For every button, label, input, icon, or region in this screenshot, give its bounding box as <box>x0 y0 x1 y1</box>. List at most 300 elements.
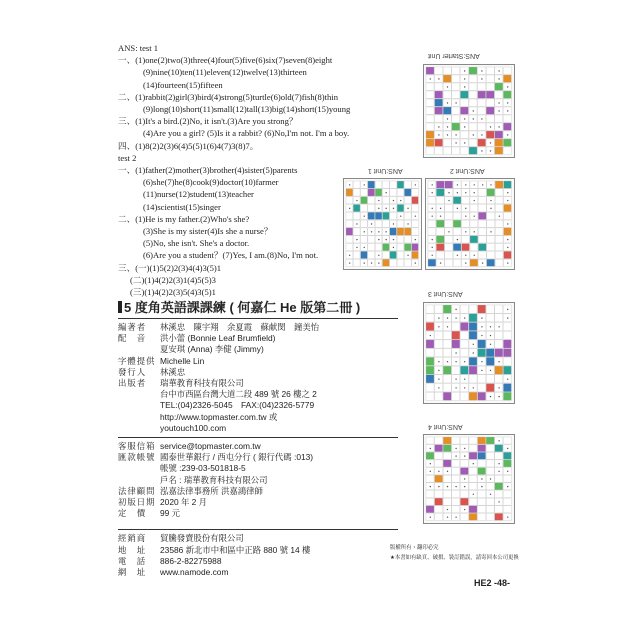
website-link[interactable]: youtouch100.com <box>160 422 227 433</box>
grid-cell <box>397 236 404 243</box>
grid-cell <box>487 236 495 243</box>
answer-line: (3)She is my sister(4)Is she a nurse？ <box>143 226 273 237</box>
grid-letter-dot <box>440 215 441 216</box>
grid-cell <box>361 220 368 227</box>
grid-cell <box>426 99 434 106</box>
grid-cell <box>503 506 511 513</box>
grid-letter-dot <box>464 86 465 87</box>
book-title <box>118 297 360 316</box>
grid-cell <box>478 445 486 452</box>
grid-letter-dot <box>464 486 465 487</box>
grid-cell <box>495 349 503 357</box>
grid-letter-dot <box>464 448 465 449</box>
grid-cell <box>445 212 453 219</box>
info-row <box>118 389 398 400</box>
grid-cell <box>504 228 512 235</box>
grid-cell <box>495 244 503 251</box>
grid-cell <box>470 236 478 243</box>
grid-letter-dot <box>438 126 439 127</box>
grid-letter-dot <box>481 134 482 135</box>
grid-cell <box>495 452 503 459</box>
grid-cell <box>435 437 443 444</box>
grid-letter-dot <box>457 184 458 185</box>
grid-cell <box>486 67 494 74</box>
grid-cell <box>478 498 486 505</box>
grid-cell <box>478 107 486 114</box>
grid-cell <box>452 460 460 467</box>
divider <box>118 437 398 438</box>
grid-cell <box>460 437 468 444</box>
grid-cell <box>375 220 382 227</box>
grid-letter-dot <box>371 223 372 224</box>
grid-cell <box>426 490 434 497</box>
grid-cell <box>486 349 494 357</box>
grid-letter-dot <box>385 192 386 193</box>
grid-cell <box>478 392 486 400</box>
grid-cell <box>346 212 353 219</box>
grid-cell <box>368 212 375 219</box>
grid-cell <box>443 384 451 392</box>
word-search-grid-unit3 <box>423 302 515 404</box>
grid-cell <box>478 91 486 98</box>
grid-cell <box>428 220 436 227</box>
grid-cell <box>426 357 434 365</box>
grid-cell <box>504 204 512 211</box>
grid-cell <box>435 91 443 98</box>
grid-letter-dot <box>507 516 508 517</box>
grid-letter-dot <box>447 86 448 87</box>
grid-cell <box>445 204 453 211</box>
grid-letter-dot <box>507 223 508 224</box>
grid-cell <box>383 197 390 204</box>
grid-cell <box>469 475 477 482</box>
grid-letter-dot <box>464 378 465 379</box>
grid-letter-dot <box>464 142 465 143</box>
grid-cell <box>487 212 495 219</box>
info-label: 定 價 <box>118 508 147 519</box>
grid-cell <box>426 83 434 90</box>
grid-cell <box>487 259 495 266</box>
grid-letter-dot <box>498 126 499 127</box>
grid-letter-dot <box>393 208 394 209</box>
grid-cell <box>478 220 486 227</box>
grid-cell <box>487 244 495 251</box>
grid-cell <box>368 204 375 211</box>
grid-letter-dot <box>507 200 508 201</box>
grid-letter-dot <box>447 118 448 119</box>
grid-cell <box>436 181 444 188</box>
grid-letter-dot <box>507 317 508 318</box>
answer-line: 三、(1)It's a bird.(2)No, it isn't.(3)Are you strong？ <box>118 116 298 127</box>
grid-letter-dot <box>507 247 508 248</box>
grid-cell <box>469 83 477 90</box>
grid-cell <box>383 259 390 266</box>
grid-cell <box>443 139 451 146</box>
grid-cell <box>443 392 451 400</box>
grid-cell <box>346 189 353 196</box>
grid-letter-dot <box>457 239 458 240</box>
grid-cell <box>503 452 511 459</box>
grid-label-unit2: ANS:Unit 2 <box>450 167 485 174</box>
word-search-grid-unit4 <box>423 434 515 524</box>
grid-letter-dot <box>473 118 474 119</box>
grid-cell <box>486 314 494 322</box>
grid-letter-dot <box>464 509 465 510</box>
grid-letter-dot <box>464 455 465 456</box>
grid-letter-dot <box>438 326 439 327</box>
grid-cell <box>397 259 404 266</box>
grid-letter-dot <box>498 501 499 502</box>
grid-cell <box>469 513 477 520</box>
grid-cell <box>435 305 443 313</box>
answer-line: (三)(1)4(2)2(3)5(4)3(5)1 <box>130 287 216 298</box>
grid-cell <box>469 452 477 459</box>
grid-letter-dot <box>474 192 475 193</box>
grid-letter-dot <box>481 78 482 79</box>
grid-letter-dot <box>507 262 508 263</box>
grid-cell <box>503 490 511 497</box>
grid-cell <box>390 189 397 196</box>
info-value: 泓嘉法律事務所 洪嘉鴻律師 <box>160 485 263 496</box>
book-title-text: 5 度角英語課課練 ( 何嘉仁 He 版第二冊 ) <box>124 300 361 315</box>
grid-cell <box>478 83 486 90</box>
grid-cell <box>375 244 382 251</box>
grid-cell <box>469 437 477 444</box>
grid-letter-dot <box>507 102 508 103</box>
grid-cell <box>495 131 503 138</box>
grid-letter-dot <box>438 134 439 135</box>
grid-cells <box>424 435 514 523</box>
grid-letter-dot <box>498 396 499 397</box>
info-label: 法律顧問 <box>118 485 156 496</box>
info-label <box>118 423 160 434</box>
email-link[interactable]: service@topmaster.com.tw <box>160 441 261 452</box>
grid-cell <box>346 220 353 227</box>
grid-cell <box>503 498 511 505</box>
grid-cell <box>426 475 434 482</box>
info-row <box>118 423 398 434</box>
grid-cell <box>478 437 486 444</box>
grid-cell <box>495 305 503 313</box>
grid-cell <box>503 75 511 82</box>
grid-cell <box>469 375 477 383</box>
grid-cell <box>452 91 460 98</box>
grid-letter-dot <box>430 486 431 487</box>
grid-cell <box>503 91 511 98</box>
grid-cell <box>452 392 460 400</box>
info-label <box>118 412 160 423</box>
distributor-row <box>118 533 398 544</box>
grid-cell <box>470 244 478 251</box>
grid-letter-dot <box>440 262 441 263</box>
grid-cell <box>426 322 434 330</box>
grid-cell <box>495 340 503 348</box>
grid-letter-dot <box>481 478 482 479</box>
grid-cell <box>460 468 468 475</box>
grid-cell <box>435 331 443 339</box>
grid-cell <box>495 251 503 258</box>
grid-cell <box>469 75 477 82</box>
grid-cell <box>478 99 486 106</box>
grid-cell <box>383 244 390 251</box>
grid-cell <box>495 204 503 211</box>
grid-cell <box>503 67 511 74</box>
grid-cell <box>486 445 494 452</box>
grid-cell <box>435 349 443 357</box>
grid-cell <box>462 197 470 204</box>
grid-letter-dot <box>438 317 439 318</box>
grid-letter-dot <box>378 200 379 201</box>
grid-cell <box>469 506 477 513</box>
info-value: 洪小蕾 (Bonnie Leaf Brumfield) <box>160 333 276 344</box>
grid-cell <box>353 251 360 258</box>
grid-letter-dot <box>474 184 475 185</box>
info-label <box>118 400 160 411</box>
grid-letter-dot <box>482 184 483 185</box>
grid-cell <box>361 251 368 258</box>
grid-cell <box>397 204 404 211</box>
grid-letter-dot <box>474 231 475 232</box>
grid-cell <box>426 452 434 459</box>
info-value: 林溪忠 <box>160 366 186 377</box>
grid-cell <box>375 181 382 188</box>
info-row <box>118 367 398 378</box>
grid-cell <box>426 392 434 400</box>
grid-cells <box>344 179 421 269</box>
grid-cell <box>460 460 468 467</box>
grid-cell <box>435 452 443 459</box>
grid-cell <box>478 189 486 196</box>
grid-cell <box>460 131 468 138</box>
answer-line: 二、(1)He is my father.(2)Who's she? <box>118 213 250 224</box>
grid-cell <box>443 305 451 313</box>
grid-cell <box>486 305 494 313</box>
grid-letter-dot <box>385 208 386 209</box>
grid-letter-dot <box>473 387 474 388</box>
grid-letter-dot <box>481 118 482 119</box>
answer-line: (4)Are you a girl? (5)Is it a rabbit? (6)No,I'm not. I'm a boy. <box>143 128 350 139</box>
grid-cell <box>428 197 436 204</box>
info-value: 2020 年 2 月 <box>160 497 208 508</box>
grid-cell <box>503 115 511 122</box>
grid-letter-dot <box>356 223 357 224</box>
grid-cell <box>426 384 434 392</box>
grid-letter-dot <box>473 352 474 353</box>
grid-letter-dot <box>356 200 357 201</box>
info-label: 網 址 <box>118 567 147 578</box>
grid-letter-dot <box>430 335 431 336</box>
info-value: 夏安琪 (Anna) 李健 (Jimmy) <box>160 344 264 355</box>
grid-cell <box>469 331 477 339</box>
page-number: HE2 -48- <box>473 578 510 588</box>
grid-cell <box>443 366 451 374</box>
grid-cell <box>478 340 486 348</box>
grid-cell <box>503 384 511 392</box>
answer-line: 二、(1)rabbit(2)girl(3)bird(4)strong(5)turtle(6)old(7)fish(8)thin <box>118 91 339 102</box>
grid-cell <box>426 147 434 154</box>
grid-cell <box>435 506 443 513</box>
grid-cell <box>486 452 494 459</box>
grid-cell <box>486 357 494 365</box>
grid-cell <box>361 197 368 204</box>
grid-cell <box>445 236 453 243</box>
grid-cell <box>397 251 404 258</box>
grid-cell <box>487 189 495 196</box>
info-row <box>118 378 398 389</box>
distributor-row <box>118 545 398 556</box>
grid-letter-dot <box>481 326 482 327</box>
website-link[interactable]: http://www.topmaster.com.tw 或 <box>160 411 278 422</box>
grid-letter-dot <box>356 247 357 248</box>
grid-cell <box>469 445 477 452</box>
grid-cell <box>452 115 460 122</box>
grid-letter-dot <box>499 215 500 216</box>
grid-cell <box>353 204 360 211</box>
info-row <box>118 322 398 333</box>
grid-letter-dot <box>349 262 350 263</box>
grid-letter-dot <box>378 239 379 240</box>
grid-cell <box>495 220 503 227</box>
grid-cell <box>487 220 495 227</box>
grid-label-unit4: ANS:Unit 4 <box>428 423 463 430</box>
grid-cell <box>486 99 494 106</box>
grid-cell <box>436 197 444 204</box>
grid-cell <box>478 468 486 475</box>
grid-letter-dot <box>507 448 508 449</box>
grid-cell <box>478 123 486 130</box>
grid-cell <box>346 228 353 235</box>
grid-cell <box>368 244 375 251</box>
grid-cell <box>469 139 477 146</box>
grid-cell <box>453 228 461 235</box>
info-value: 戶名 : 瑞華教育科技有限公司 <box>160 474 268 485</box>
grid-letter-dot <box>455 378 456 379</box>
grid-cell <box>404 181 411 188</box>
grid-letter-dot <box>438 78 439 79</box>
distributor-row <box>118 556 398 567</box>
grid-letter-dot <box>447 471 448 472</box>
info-label: 編著者 <box>118 322 147 332</box>
grid-letter-dot <box>498 387 499 388</box>
grid-cell <box>486 384 494 392</box>
grid-cell <box>469 483 477 490</box>
grid-cell <box>426 375 434 383</box>
grid-cell <box>460 322 468 330</box>
grid-letter-dot <box>481 486 482 487</box>
info-label: 經銷商 <box>118 533 147 544</box>
grid-cell <box>435 392 443 400</box>
grid-cell <box>486 115 494 122</box>
grid-letter-dot <box>481 150 482 151</box>
grid-letter-dot <box>455 448 456 449</box>
colophon <box>118 315 398 578</box>
grid-cell <box>453 212 461 219</box>
grid-letter-dot <box>400 215 401 216</box>
grid-cell <box>460 498 468 505</box>
grid-letter-dot <box>447 317 448 318</box>
divider <box>118 529 398 530</box>
grid-cell <box>436 228 444 235</box>
grid-cell <box>478 251 486 258</box>
info-value: 台中市西區台灣大道二段 489 號 26 樓之 2 <box>160 389 317 400</box>
grid-letter-dot <box>473 494 474 495</box>
grid-cell <box>435 83 443 90</box>
grid-cell <box>443 437 451 444</box>
grid-cell <box>495 366 503 374</box>
grid-cell <box>404 259 411 266</box>
grid-letter-dot <box>507 309 508 310</box>
grid-letter-dot <box>455 486 456 487</box>
grid-cell <box>353 212 360 219</box>
grid-cell <box>503 322 511 330</box>
grid-cell <box>486 375 494 383</box>
answer-line: (5)No, she isn't. She's a doctor. <box>143 238 250 249</box>
grid-cell <box>503 147 511 154</box>
grid-cell <box>443 490 451 497</box>
grid-cell <box>486 437 494 444</box>
grid-letter-dot <box>349 184 350 185</box>
grid-letter-dot <box>507 86 508 87</box>
grid-letter-dot <box>438 378 439 379</box>
grid-letter-dot <box>447 326 448 327</box>
grid-letter-dot <box>364 184 365 185</box>
grid-cell <box>426 67 434 74</box>
grid-letter-dot <box>473 344 474 345</box>
grid-letter-dot <box>364 231 365 232</box>
grid-cell <box>452 506 460 513</box>
grid-cell <box>443 107 451 114</box>
grid-cell <box>452 340 460 348</box>
info-label: 地 址 <box>118 544 147 555</box>
grid-cell <box>443 460 451 467</box>
grid-cell <box>383 220 390 227</box>
grid-cell <box>452 83 460 90</box>
answer-line: 一、(1)one(2)two(3)three(4)four(5)five(6)six(7)seven(8)eight <box>118 55 333 66</box>
answer-heading: ANS: test 1 <box>118 43 159 53</box>
info-value: 886-2-82275988 <box>160 555 222 566</box>
grid-cell <box>412 197 419 204</box>
grid-cell <box>495 228 503 235</box>
grid-cell <box>478 375 486 383</box>
grid-cell <box>435 107 443 114</box>
grid-cell <box>452 75 460 82</box>
grid-cell <box>478 305 486 313</box>
grid-letter-dot <box>481 335 482 336</box>
grid-cell <box>435 475 443 482</box>
grid-cell <box>452 123 460 130</box>
grid-letter-dot <box>465 231 466 232</box>
grid-cell <box>460 91 468 98</box>
grid-cell <box>478 513 486 520</box>
grid-letter-dot <box>490 478 491 479</box>
grid-letter-dot <box>490 370 491 371</box>
grid-cell <box>426 139 434 146</box>
grid-cell <box>495 259 503 266</box>
grid-cell <box>469 123 477 130</box>
info-label: 出版者 <box>118 378 147 389</box>
grid-cell <box>478 244 486 251</box>
grid-letter-dot <box>447 486 448 487</box>
grid-cell <box>390 251 397 258</box>
grid-cell <box>504 181 512 188</box>
website-link[interactable]: www.namode.com <box>160 567 229 578</box>
grid-letter-dot <box>378 208 379 209</box>
grid-cell <box>375 212 382 219</box>
grid-cell <box>452 437 460 444</box>
grid-cell <box>436 220 444 227</box>
grid-cell <box>436 251 444 258</box>
grid-cell <box>361 204 368 211</box>
